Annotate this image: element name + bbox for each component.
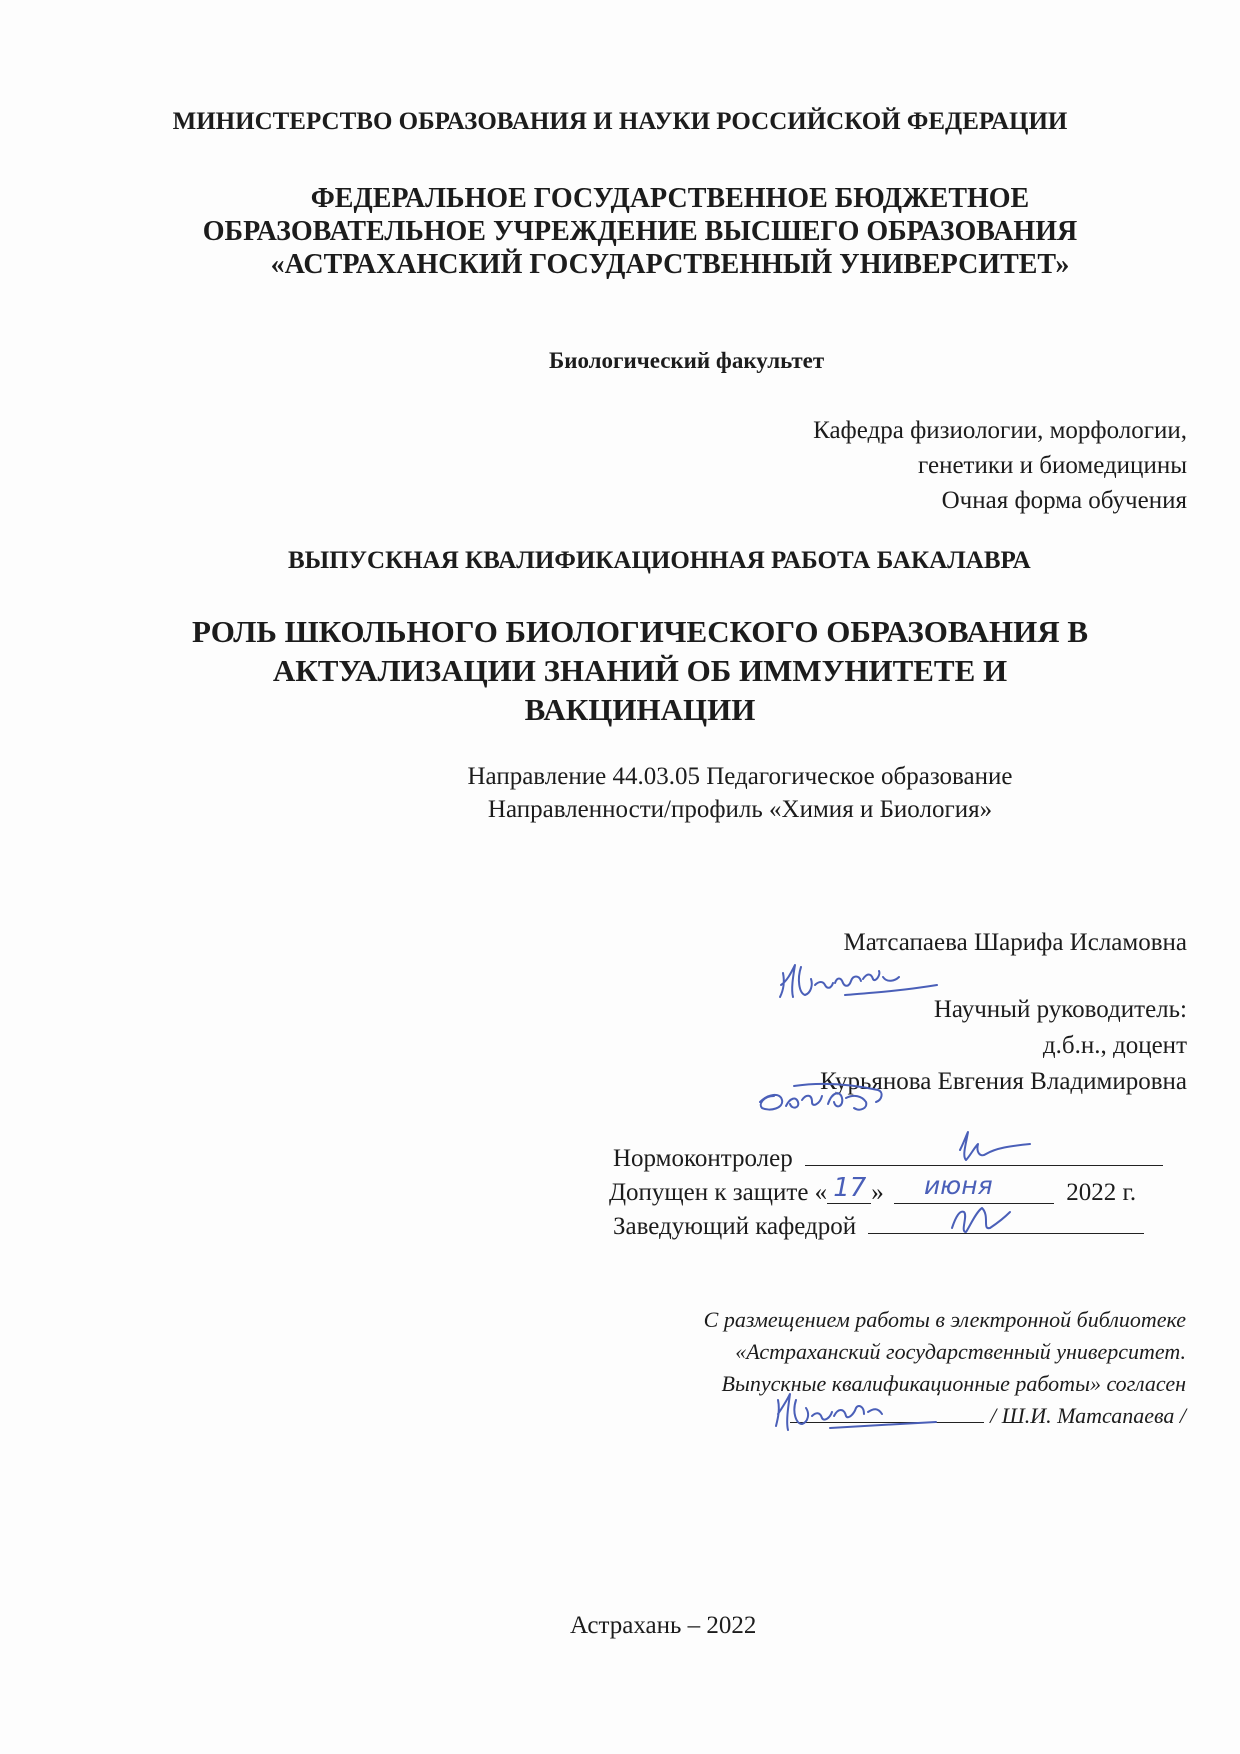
ministry-heading: МИНИСТЕРСТВО ОБРАЗОВАНИЯ И НАУКИ РОССИЙСКОЙ ФЕДЕРАЦИИ xyxy=(172,108,1068,135)
author-name: Матсапаева Шарифа Исламовна xyxy=(843,929,1187,956)
consent-line-3: Выпускные квалификационные работы» согласен xyxy=(721,1371,1186,1396)
thesis-title xyxy=(100,612,1180,729)
defense-quote-close: » xyxy=(871,1179,884,1206)
defense-month: июня xyxy=(923,1171,993,1200)
normcontroller-label: Нормоконтролер xyxy=(613,1145,793,1172)
institution-line-2: ОБРАЗОВАТЕЛЬНОЕ УЧРЕЖДЕНИЕ ВЫСШЕГО ОБРАЗОВАНИЯ xyxy=(202,216,1078,247)
supervisor-name: Курьянова Евгения Владимировна xyxy=(820,1068,1187,1095)
normcontroller-signature xyxy=(940,1120,1060,1240)
defense-day-field xyxy=(827,1173,871,1204)
consent-signature xyxy=(770,1386,950,1436)
direction-line: Направление 44.03.05 Педагогическое образование xyxy=(467,763,1013,790)
defense-year: 2022 г. xyxy=(1066,1179,1137,1206)
institution-line-1: ФЕДЕРАЛЬНОЕ ГОСУДАРСТВЕННОЕ БЮДЖЕТНОЕ xyxy=(310,183,1030,214)
department-line-2: генетики и биомедицины xyxy=(918,452,1187,479)
supervisor-degree: д.б.н., доцент xyxy=(1042,1032,1187,1059)
department-block xyxy=(813,413,1187,518)
institution-line-3: «АСТРАХАНСКИЙ ГОСУДАРСТВЕННЫЙ УНИВЕРСИТЕТ» xyxy=(270,249,1070,280)
thesis-title-line-2: АКТУАЛИЗАЦИИ ЗНАНИЙ ОБ ИММУНИТЕТЕ И xyxy=(272,653,1008,688)
defense-row xyxy=(609,1171,1163,1210)
study-form: Очная форма обучения xyxy=(941,487,1187,514)
approval-block xyxy=(609,1142,1163,1244)
supervisor-label: Научный руководитель: xyxy=(933,996,1187,1023)
thesis-title-line-1: РОЛЬ ШКОЛЬНОГО БИОЛОГИЧЕСКОГО ОБРАЗОВАНИЯ В xyxy=(191,614,1089,649)
defense-label: Допущен к защите « xyxy=(609,1179,828,1206)
head-row xyxy=(613,1210,1163,1244)
profile-line: Направленности/профиль «Химия и Биология» xyxy=(487,796,993,823)
department-line-1: Кафедра физиологии, морфологии, xyxy=(813,417,1187,444)
city-year: Астрахань – 2022 xyxy=(570,1612,757,1639)
direction-block xyxy=(310,760,1170,826)
supervisor-signature xyxy=(750,1072,920,1122)
normcontroller-row xyxy=(613,1142,1163,1176)
thesis-title-line-3: ВАКЦИНАЦИИ xyxy=(524,692,756,727)
consent-line-1: С размещением работы в электронной библиотеке xyxy=(703,1307,1186,1332)
institution-name xyxy=(0,182,1240,281)
head-label: Заведующий кафедрой xyxy=(613,1213,857,1240)
consent-signer: / Ш.И. Матсапаева / xyxy=(990,1403,1186,1428)
faculty-name: Биологический факультет xyxy=(549,348,825,373)
defense-day: 17 xyxy=(833,1173,867,1203)
consent-line-2: «Астраханский государственный университет. xyxy=(735,1339,1186,1364)
work-type-heading: ВЫПУСКНАЯ КВАЛИФИКАЦИОННАЯ РАБОТА БАКАЛАВРА xyxy=(288,547,1031,574)
